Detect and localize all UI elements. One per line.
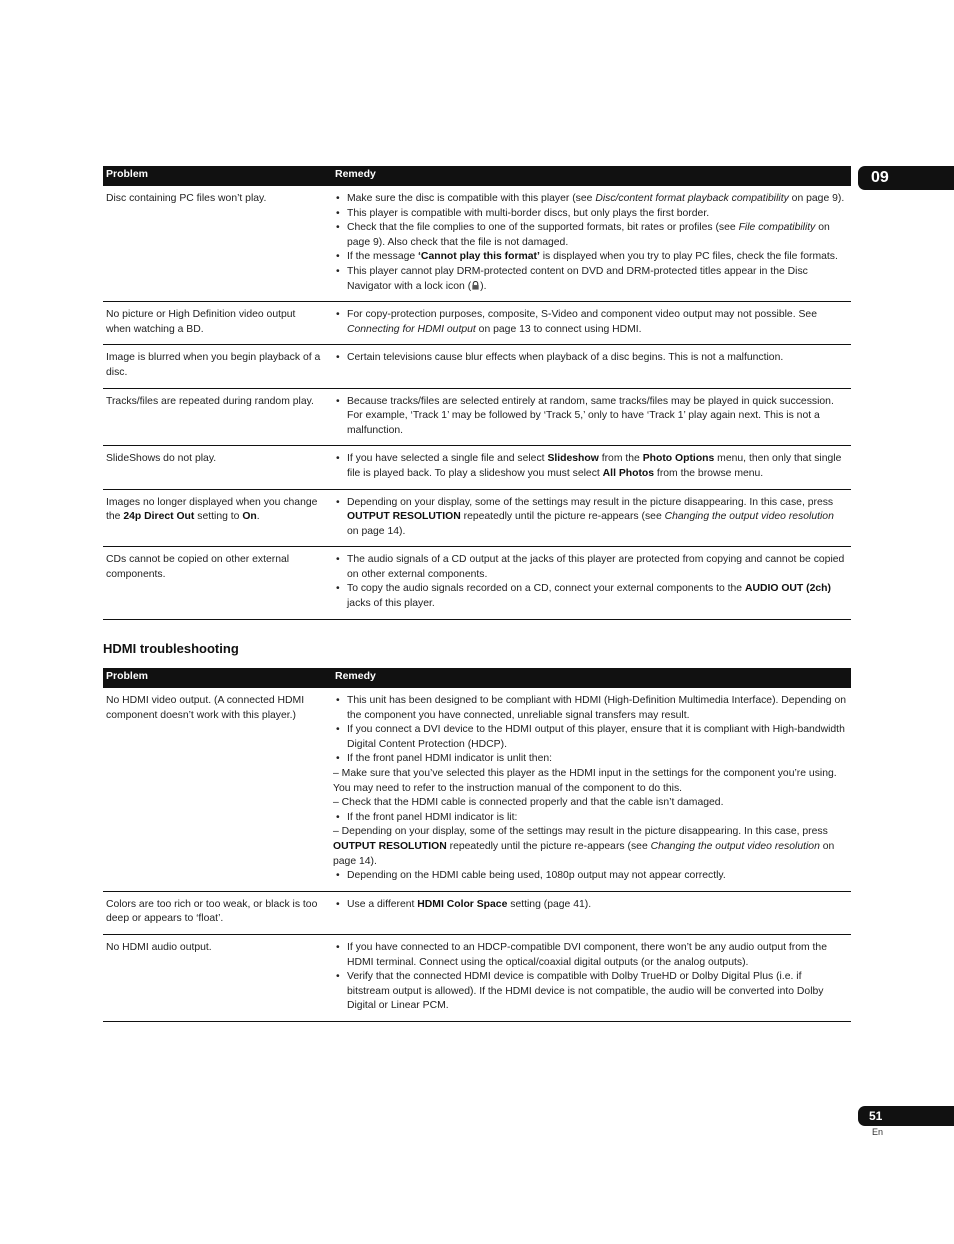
remedy-cell [325, 941, 851, 1014]
table-row [103, 389, 851, 447]
problem-cell: No HDMI audio output. [106, 941, 212, 953]
remedy-bullet: • Use a different HDMI Color Space setting (page 41). [333, 898, 847, 913]
language-label: En [872, 1127, 884, 1137]
table-header [103, 166, 851, 186]
header-problem: Problem [106, 168, 149, 180]
remedy-bullet: • Check that the file complies to one of the supported formats, bit rates or profiles (see File compatibility on page 9). Also check that the file is not damaged. [333, 221, 847, 250]
hdmi-troubleshooting-table [103, 668, 851, 1022]
remedy-dash-item: – Make sure that you’ve selected this player as the HDMI input in the settings for the component you’re using. You may need to refer to the instruction manual of the component to do this. [333, 767, 837, 794]
remedy-bullet: • For copy-protection purposes, composite, S-Video and component video output may not possible. See Connecting for HDMI output on page 13 to connect using HDMI. [333, 308, 847, 337]
remedy-bullet: • Certain televisions cause blur effects when playback of a disc begins. This is not a malfunction. [333, 351, 847, 366]
table-row [103, 547, 851, 619]
remedy-bullet: • This player cannot play DRM-protected content on DVD and DRM-protected titles appear in the Disc Navigator with a lock icon ( ). [333, 265, 847, 294]
lock-icon [471, 281, 480, 290]
remedy-cell [325, 395, 851, 439]
remedy-bullet: • If you have connected to an HDCP-compatible DVI component, there won’t be any audio output from the HDMI terminal. Connect using the optical/coaxial digital outputs (or the analog outputs). [333, 941, 847, 970]
remedy-cell [325, 351, 851, 380]
problem-cell: No picture or High Definition video output when watching a BD. [106, 309, 296, 335]
table-row [103, 446, 851, 489]
remedy-cell [325, 452, 851, 481]
remedy-cell [325, 192, 851, 294]
remedy-bullet: • If the front panel HDMI indicator is unlit then: [333, 752, 847, 767]
problem-cell: Tracks/files are repeated during random play. [106, 395, 314, 407]
section-heading: HDMI troubleshooting [103, 641, 239, 656]
remedy-bullet: • Depending on your display, some of the settings may result in the picture disappearing. In this case, press OUTPUT RESOLUTION repeatedly until the picture re-appears (see Changing the output video resolution on page 14). [333, 496, 847, 540]
table-row [103, 302, 851, 345]
remedy-cell [325, 496, 851, 540]
remedy-cell [325, 898, 851, 927]
remedy-dash-item: – Depending on your display, some of the settings may result in the picture disappearing. In this case, press OUTPUT RESOLUTION repeatedly until the picture re-appears (see Changing the output video resolution on page 14). [333, 826, 835, 867]
remedy-cell [325, 694, 851, 884]
table-row [103, 688, 851, 892]
remedy-bullet: • Verify that the connected HDMI device is compatible with Dolby TrueHD or Dolby Digital Plus (i.e. if bitstream output is allowed). If the HDMI device is not compatible, the audio will be converted into Dolby Digital or Linear PCM. [333, 970, 847, 1014]
problem-cell: Image is blurred when you begin playback of a disc. [106, 352, 321, 378]
header-remedy: Remedy [335, 168, 376, 180]
remedy-bullet: • The audio signals of a CD output at the jacks of this player are protected from copying and cannot be copied on other external components. [333, 553, 847, 582]
remedy-bullet: • Because tracks/files are selected entirely at random, same tracks/files may be played in quick succession. For example, ‘Track 1’ may be followed by ‘Track 5,’ only to have ‘Track 1’ play again next. This is not a malfunction. [333, 395, 847, 439]
header-remedy: Remedy [335, 670, 376, 682]
table-row [103, 935, 851, 1022]
problem-cell: SlideShows do not play. [106, 453, 217, 465]
remedy-dash-item: – Check that the HDMI cable is connected properly and that the cable isn’t damaged. [333, 797, 724, 809]
remedy-bullet: • This player is compatible with multi-border discs, but only plays the first border. [333, 207, 847, 222]
chapter-tab: 09 [858, 166, 954, 190]
problem-cell: Images no longer displayed when you change the 24p Direct Out setting to On. [106, 496, 318, 523]
problem-cell: CDs cannot be copied on other external components. [106, 554, 290, 580]
remedy-cell [325, 308, 851, 337]
remedy-bullet: • If the front panel HDMI indicator is lit: [333, 811, 847, 826]
table-row [103, 186, 851, 302]
table-row [103, 892, 851, 935]
table-row [103, 345, 851, 388]
remedy-bullet: • This unit has been designed to be compliant with HDMI (High-Definition Multimedia Interface). Depending on the component you have connected, unreliable signal transfers may result. [333, 694, 847, 723]
remedy-bullet: • If the message ‘Cannot play this format’ is displayed when you try to play PC files, check the file formats. [333, 250, 847, 265]
problem-cell: No HDMI video output. (A connected HDMI component doesn’t work with this player.) [106, 695, 305, 721]
problem-cell: Colors are too rich or too weak, or black is too deep or appears to ‘float’. [106, 898, 318, 925]
table-row [103, 490, 851, 548]
troubleshooting-table [103, 166, 851, 620]
remedy-bullet: • Depending on the HDMI cable being used, 1080p output may not appear correctly. [333, 869, 847, 884]
remedy-bullet: • To copy the audio signals recorded on a CD, connect your external components to the AUDIO OUT (2ch) jacks of this player. [333, 582, 847, 611]
remedy-bullet: • If you have selected a single file and select Slideshow from the Photo Options menu, then only that single file is played back. To play a slideshow you must select All Photos from the browse menu. [333, 452, 847, 481]
page-number-tab: 51 [858, 1106, 954, 1126]
problem-cell: Disc containing PC files won’t play. [106, 193, 267, 204]
table-header [103, 668, 851, 688]
remedy-bullet: • If you connect a DVI device to the HDMI output of this player, ensure that it is compliant with High-bandwidth Digital Content Protection (HDCP). [333, 723, 847, 752]
header-problem: Problem [106, 670, 149, 682]
remedy-bullet: • Make sure the disc is compatible with this player (see Disc/content format playback compatibility on page 9). [333, 192, 847, 207]
remedy-cell [325, 553, 851, 611]
